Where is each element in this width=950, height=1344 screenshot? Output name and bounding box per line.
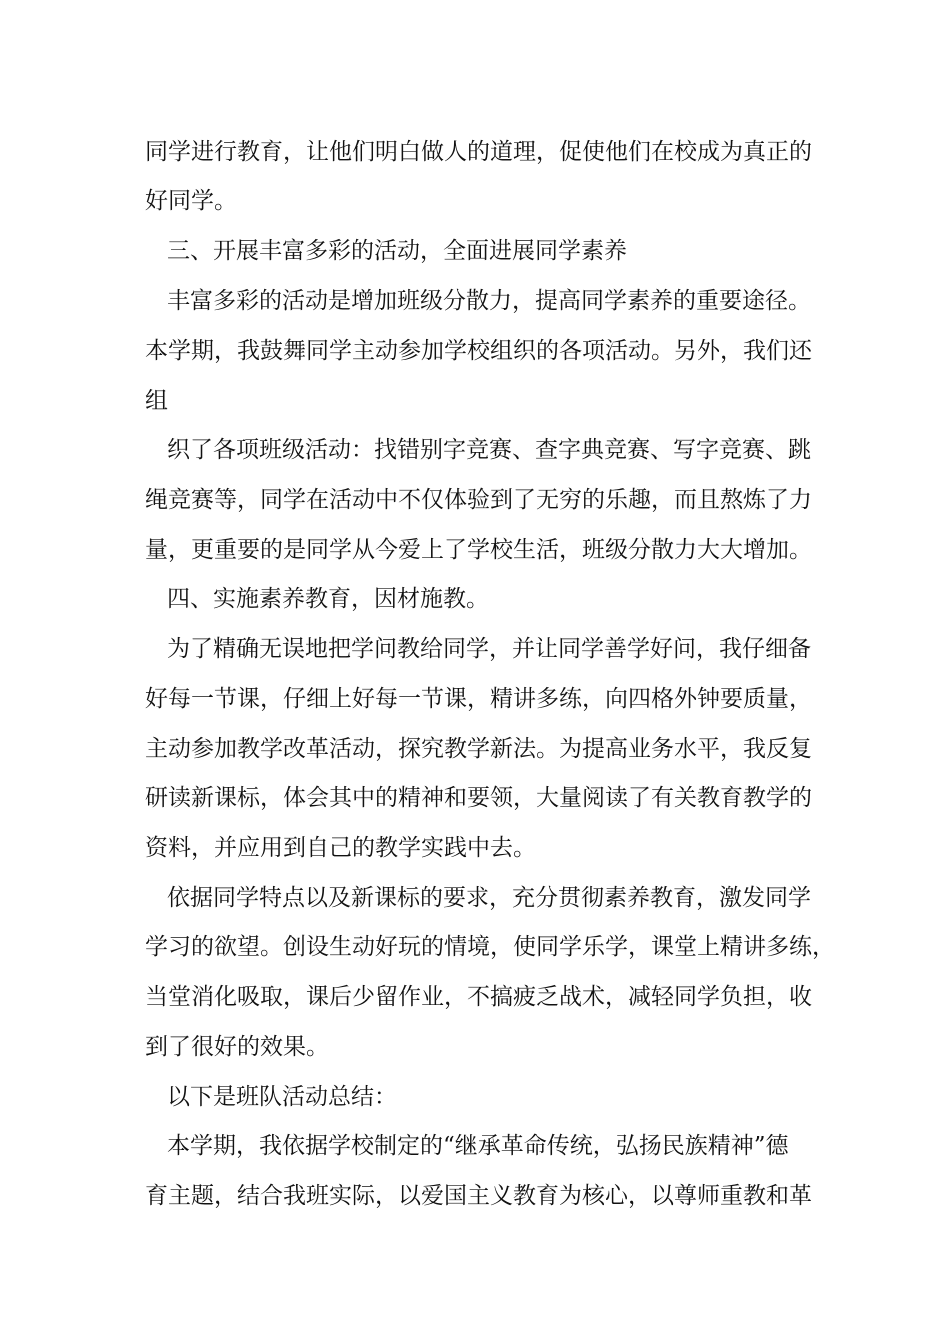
text-line: 同学进行教育，让他们明白做人的道理，促使他们在校成为真正的 — [145, 139, 812, 165]
text-line: 资料，并应用到自己的教学实践中去。 — [145, 835, 536, 861]
text-line: 好同学。 — [145, 188, 237, 214]
section-heading: 三、开展丰富多彩的活动，全面进展同学素养 — [167, 238, 627, 264]
text-line: 本学期，我鼓舞同学主动参加学校组织的各项活动。另外，我们还 — [145, 338, 812, 364]
text-line: 为了精确无误地把学问教给同学，并让同学善学好问，我仔细备 — [167, 636, 811, 662]
text-line: 学习的欲望。创设生动好玩的情境，使同学乐学，课堂上精讲多练， — [145, 934, 835, 960]
text-line: 研读新课标，体会其中的精神和要领，大量阅读了有关教育教学的 — [145, 785, 812, 811]
text-line: 育主题，结合我班实际，以爱国主义教育为核心，以尊师重教和革 — [145, 1183, 812, 1209]
text-line: 丰富多彩的活动是增加班级分散力，提高同学素养的重要途径。 — [167, 288, 811, 314]
text-line: 织了各项班级活动：找错别字竞赛、查字典竞赛、写字竞赛、跳 — [167, 437, 811, 463]
text-line: 绳竞赛等，同学在活动中不仅体验到了无穷的乐趣，而且熬炼了力 — [145, 487, 812, 513]
section-heading: 四、实施素养教育，因材施教。 — [167, 586, 489, 612]
text-line: 依据同学特点以及新课标的要求，充分贯彻素养教育，激发同学 — [167, 885, 811, 911]
text-line: 量，更重要的是同学从今爱上了学校生活，班级分散力大大增加。 — [145, 537, 812, 563]
text-line: 当堂消化吸取，课后少留作业，不搞疲乏战术，减轻同学负担，收 — [145, 984, 812, 1010]
text-line: 到了很好的效果。 — [145, 1034, 329, 1060]
text-line: 好每一节课，仔细上好每一节课，精讲多练，向四格外钟要质量， — [145, 686, 812, 712]
text-line: 组 — [145, 388, 168, 414]
text-line: 以下是班队活动总结： — [167, 1084, 397, 1110]
text-line: 主动参加教学改革活动，探究教学新法。为提高业务水平，我反复 — [145, 736, 812, 762]
text-line: 本学期，我依据学校制定的“继承革命传统，弘扬民族精神”德 — [167, 1133, 789, 1159]
